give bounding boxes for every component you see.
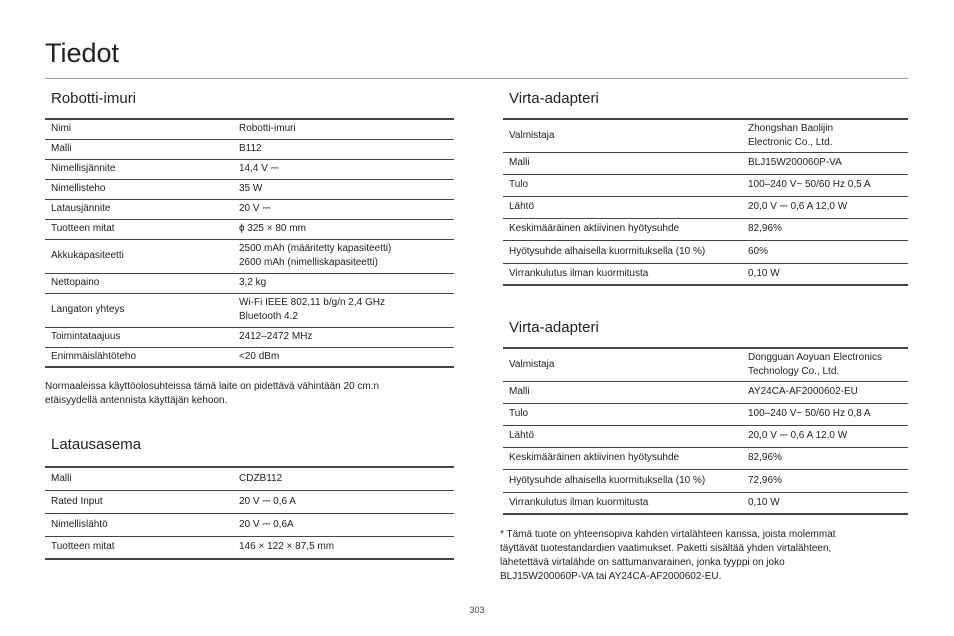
spec-value: 100–240 V~ 50/60 Hz 0,8 A: [748, 408, 871, 419]
table-row: [503, 469, 908, 492]
dock-spec-table: [45, 466, 454, 560]
spec-value: 20,0 V ⎓ 0,6 A 12,0 W: [748, 201, 848, 212]
table-row: [503, 447, 908, 469]
spec-label: Malli: [509, 386, 530, 397]
spec-value: 2412–2472 MHz: [239, 331, 313, 342]
spec-value: Zhongshan Baolijin Electronic Co., Ltd.: [748, 122, 834, 148]
table-row: [503, 263, 908, 285]
spec-value: ɸ 325 × 80 mm: [239, 223, 306, 234]
table-row: [45, 273, 454, 293]
table-row: [45, 219, 454, 239]
table-row: [503, 381, 908, 403]
robot-spec-table: [45, 118, 454, 368]
table-row: [503, 348, 908, 381]
spec-value: 3,2 kg: [239, 277, 267, 288]
spec-value: 72,96%: [748, 474, 782, 486]
spec-label: Enimmäislähtöteho: [51, 350, 137, 362]
table-row: [45, 347, 454, 367]
spec-value: 100–240 V~ 50/60 Hz 0,5 A: [748, 179, 871, 190]
table-row: [503, 119, 908, 152]
spec-label: Keskimääräinen aktiivinen hyötysuhde: [509, 223, 680, 234]
table-row: [45, 119, 454, 139]
robot-antenna-note: Normaaleissa käyttöolosuhteissa tämä laite on pidettävä vähintään 20 cm:n etäisyydellä antennista käyttäjän kehoon.: [45, 381, 380, 406]
spec-value: 0,10 W: [748, 496, 780, 508]
adapter2-spec-table: [503, 347, 908, 515]
spec-label: Tuotteen mitat: [51, 541, 115, 553]
spec-value: 14,4 V ⎓: [239, 163, 279, 174]
table-row: [503, 174, 908, 196]
spec-value: Wi-Fi IEEE 802,11 b/g/n 2,4 GHz Bluetooth 4.2: [239, 297, 385, 322]
table-row: [45, 159, 454, 179]
spec-value: 60%: [748, 245, 769, 257]
spec-label: Hyötysuhde alhaisella kuormituksella (10 %): [509, 245, 706, 257]
spec-label: Lähtö: [509, 430, 535, 441]
spec-value: 20 V ⎓ 0,6 A: [239, 495, 296, 507]
spec-label: Malli: [509, 157, 530, 168]
table-row: [503, 492, 908, 514]
table-row: [45, 239, 454, 273]
title-divider: [45, 78, 908, 79]
spec-value: 2500 mAh (määritetty kapasiteetti) 2600 mAh (nimelliskapasiteetti): [239, 243, 392, 268]
spec-label: Tulo: [509, 179, 529, 190]
spec-label: Virrankulutus ilman kuormitusta: [509, 267, 649, 279]
spec-value: AY24CA-AF2000602-EU: [748, 386, 858, 397]
page-number: 303: [469, 605, 485, 615]
spec-label: Tulo: [509, 408, 529, 419]
spec-label: Keskimääräinen aktiivinen hyötysuhde: [509, 452, 680, 463]
adapter2-section-heading: Virta-adapteri: [509, 319, 599, 336]
spec-value: B112: [239, 143, 262, 154]
spec-value: Dongguan Aoyuan Electronics Technology Co., Ltd.: [748, 351, 882, 377]
table-row: [503, 196, 908, 218]
spec-label: Virrankulutus ilman kuormitusta: [509, 496, 649, 508]
spec-value: BLJ15W200060P-VA: [748, 157, 842, 168]
spec-label: Hyötysuhde alhaisella kuormituksella (10 %): [509, 474, 706, 486]
table-row: [503, 152, 908, 174]
spec-label: Lähtö: [509, 201, 535, 212]
spec-value: 20 V ⎓ 0,6A: [239, 518, 294, 530]
spec-value: 82,96%: [748, 223, 782, 234]
spec-label: Nimellisteho: [51, 183, 106, 194]
page-title: Tiedot: [45, 38, 120, 68]
table-row: [45, 293, 454, 327]
table-row: [503, 240, 908, 263]
spec-label: Nettopaino: [51, 277, 100, 288]
spec-value: 35 W: [239, 183, 263, 194]
spec-label: Langaton yhteys: [51, 304, 125, 315]
table-row: [45, 513, 454, 536]
table-row: [503, 403, 908, 425]
spec-value: <20 dBm: [239, 350, 280, 362]
spec-label: Valmistaja: [509, 129, 555, 141]
spec-label: Rated Input: [51, 495, 103, 507]
spec-value: 82,96%: [748, 452, 782, 463]
spec-label: Malli: [51, 143, 72, 154]
table-row: [503, 218, 908, 240]
spec-label: Valmistaja: [509, 358, 555, 370]
spec-value: 20,0 V ⎓ 0,6 A 12,0 W: [748, 430, 848, 441]
table-row: [503, 425, 908, 447]
table-row: [45, 490, 454, 513]
spec-label: Nimellisjännite: [51, 163, 116, 174]
table-row: [45, 179, 454, 199]
spec-label: Tuotteen mitat: [51, 223, 115, 234]
table-row: [45, 467, 454, 490]
spec-label: Nimi: [51, 123, 71, 135]
table-row: [45, 536, 454, 559]
table-row: [45, 199, 454, 219]
spec-label: Toimintataajuus: [51, 331, 121, 342]
robot-section-heading: Robotti-imuri: [51, 90, 137, 107]
spec-label: Nimellislähtö: [51, 518, 108, 530]
adapter1-section-heading: Virta-adapteri: [509, 90, 599, 107]
spec-label: Latausjännite: [51, 203, 111, 214]
spec-value: 0,10 W: [748, 267, 780, 279]
table-row: [45, 327, 454, 347]
table-row: [45, 139, 454, 159]
spec-value: CDZB112: [239, 472, 283, 484]
spec-value: Robotti-imuri: [239, 123, 296, 135]
spec-label: Malli: [51, 472, 72, 484]
dock-section-heading: Latausasema: [51, 436, 142, 453]
spec-label: Akkukapasiteetti: [51, 250, 124, 261]
spec-value: 20 V ⎓: [239, 203, 271, 214]
spec-value: 146 × 122 × 87,5 mm: [239, 541, 335, 553]
adapter1-spec-table: [503, 118, 908, 286]
adapter-compatibility-note: * Tämä tuote on yhteensopiva kahden virtalähteen kanssa, joista molemmat täyttävät tuotestandardien vaatimukset. Paketti sisältää yhden virtalähteen, lähetettävä virtalähde on sattumanvarainen, jonka tyyppi on joko BLJ15W200060P-VA tai AY24CA-AF2000602-EU.: [500, 529, 836, 582]
